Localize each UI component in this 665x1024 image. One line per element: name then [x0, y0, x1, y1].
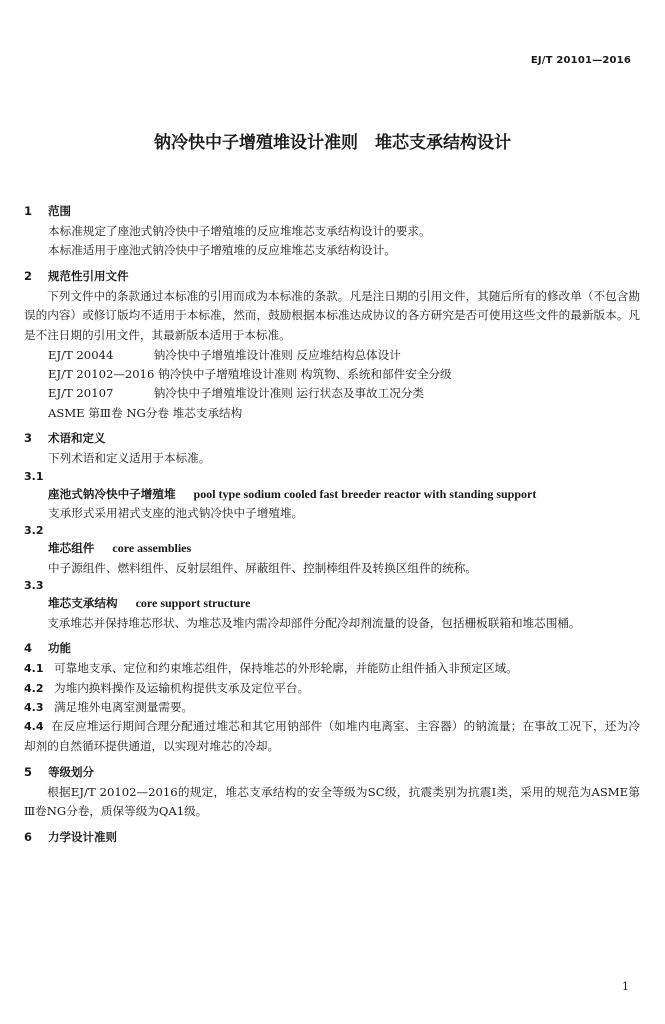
function-number: 4.3 [24, 701, 44, 715]
document-body [24, 196, 640, 848]
reference-code: EJ/T 20107 [48, 386, 114, 401]
reference-code: EJ/T 20044 [48, 347, 114, 362]
section-title: 规范性引用文件 [48, 268, 129, 283]
section-number: 2 [24, 268, 33, 283]
section-title: 术语和定义 [48, 431, 106, 446]
section-number: 3 [24, 431, 33, 446]
section-heading-6 [24, 829, 640, 845]
term-number: 3.1 [24, 469, 44, 483]
term-number: 3.2 [24, 524, 44, 538]
section-title: 范围 [48, 204, 71, 218]
function-number: 4.1 [24, 662, 44, 676]
function-number: 4.4 [24, 720, 44, 734]
function-item [24, 679, 640, 698]
reference-item [24, 365, 640, 384]
reference-title: 钠冷快中子增殖堆设计准则 反应堆结构总体设计 [153, 347, 401, 362]
reference-code: EJ/T 20102—2016 [48, 367, 155, 381]
function-text: 可靠地支承、定位和约束堆芯组件，保持堆芯的外形轮廓，并能防止组件插入非预定区域。 [54, 661, 518, 676]
section-number: 5 [24, 764, 33, 779]
term-definition: 中子源组件、燃料组件、反射层组件、屏蔽组件、控制棒组件及转换区组件的统称。 [48, 560, 477, 575]
scope-line-2: 本标准适用于座池式钠冷快中子增殖堆的反应堆堆芯支承结构设计。 [48, 243, 396, 258]
reference-code: ASME 第Ⅲ卷 NG分卷 [48, 405, 169, 420]
function-item [24, 717, 640, 756]
section-heading-1 [24, 203, 640, 219]
terms-intro: 下列术语和定义适用于本标准。 [48, 451, 211, 466]
term-heading [24, 485, 640, 504]
scope-line-1: 本标准规定了座池式钠冷快中子增殖堆的反应堆堆芯支承结构设计的要求。 [48, 224, 431, 238]
document-code: EJ/T 20101—2016 [530, 55, 631, 66]
function-item [24, 659, 640, 678]
term-en: pool type sodium cooled fast breeder reactor with standing support [193, 486, 537, 501]
section-heading-4 [24, 640, 640, 656]
term-en: core support structure [135, 596, 251, 611]
reference-item [24, 404, 640, 423]
section-heading-5 [24, 764, 640, 780]
term-zh: 座池式钠冷快中子增殖堆 [48, 486, 176, 501]
references-paragraph: 下列文件中的条款通过本标准的引用而成为本标准的条款。凡是注日期的引用文件，其随后所有的修改单（不包含勘误的内容）或修订版均不适用于本标准，然而，鼓励根据本标准达成协议的各方研究是否可使用这些文件的最新版本。凡是不注日期的引用文件，其最新版本适用于本标准。 [24, 288, 640, 342]
term-definition: 支承形式采用裙式支座的池式钠冷快中子增殖堆。 [48, 506, 304, 521]
section-number: 1 [24, 204, 33, 218]
term-number: 3.3 [24, 579, 44, 593]
document-title: 钠冷快中子增殖堆设计准则 堆芯支承结构设计 [154, 133, 511, 153]
section-heading-3 [24, 430, 640, 446]
classification-paragraph: 根据EJ/T 20102—2016的规定，堆芯支承结构的安全等级为SC级，抗震类别为抗震Ⅰ类，采用的规范为ASME第Ⅲ卷NG分卷，质保等级为QA1级。 [24, 784, 640, 819]
section-title: 力学设计准则 [48, 829, 117, 844]
reference-title: 堆芯支承结构 [172, 405, 243, 420]
reference-title: 钠冷快中子增殖堆设计准则 运行状态及事故工况分类 [153, 386, 425, 401]
reference-title: 钠冷快中子增殖堆设计准则 构筑物、系统和部件安全分级 [158, 367, 452, 381]
function-text: 满足堆外电离室测量需要。 [54, 700, 194, 715]
section-number: 4 [24, 641, 33, 656]
term-definition: 支承堆芯并保持堆芯形状、为堆芯及堆内需冷却部件分配冷却剂流量的设备，包括栅板联箱和堆芯围桶。 [47, 615, 581, 630]
term-en: core assemblies [112, 541, 192, 556]
term-zh: 堆芯支承结构 [48, 596, 118, 611]
function-number: 4.2 [24, 681, 44, 695]
function-item [24, 698, 640, 717]
reference-item [24, 384, 640, 403]
section-title: 等级划分 [48, 764, 94, 779]
section-heading-2 [24, 268, 640, 284]
term-zh: 堆芯组件 [48, 541, 95, 556]
section-number: 6 [24, 829, 33, 844]
function-text: 在反应堆运行期间合理分配通过堆芯和其它用钠部件（如堆内电离室、主容器）的钠流量；在事故工况下，还为冷却剂的自然循环提供通道，以实现对堆芯的冷却。 [24, 719, 640, 754]
function-text: 为堆内换料操作及运输机构提供支承及定位平台。 [54, 680, 310, 695]
term-heading [24, 594, 640, 613]
term-heading [24, 539, 640, 558]
section-title: 功能 [48, 641, 71, 656]
page-number: 1 [622, 980, 629, 993]
reference-item [24, 346, 640, 365]
